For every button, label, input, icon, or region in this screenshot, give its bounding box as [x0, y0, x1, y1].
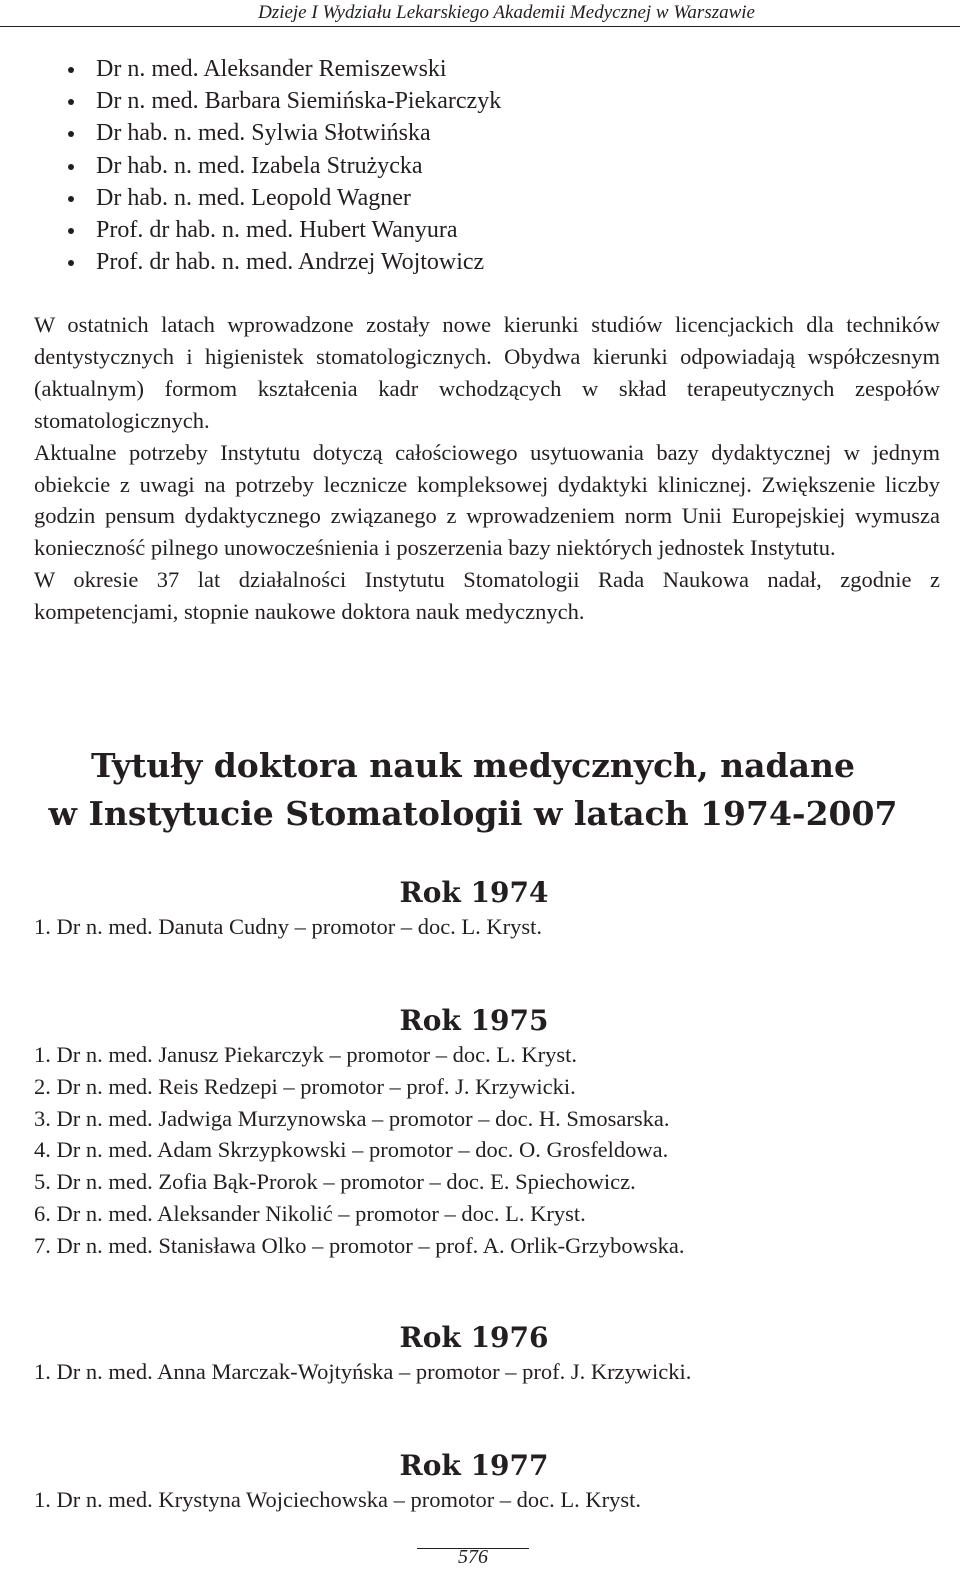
- list-item: 1. Dr n. med. Krystyna Wojciechowska – promotor – doc. L. Kryst.: [34, 1487, 642, 1512]
- bullet-icon: [68, 164, 74, 170]
- list-item: 4. Dr n. med. Adam Skrzypkowski – promotor – doc. O. Grosfeldowa.: [34, 1137, 669, 1163]
- list-item: 6. Dr n. med. Aleksander Nikolić – promotor – doc. L. Kryst.: [34, 1200, 586, 1226]
- paragraph: Aktualne potrzeby Instytutu dotyczą całościowego usytuowania bazy dydaktycznej w jednym obiekcie z uwagi na potrzeby lecznicze kompleksowej dydaktyki klinicznej. Zwiększenie liczby godzin pensum dydaktycznego związanego z wprowadzeniem norm Unii Europejskiej wymusza konieczność pilnego unowocześnienia i poszerzenia bazy niektórych jednostek Instytutu.: [34, 439, 940, 561]
- bullet-icon: [68, 67, 74, 73]
- section-title-line-2: w Instytucie Stomatologii w latach 1974-2007: [48, 794, 898, 833]
- bullet-icon: [68, 228, 74, 234]
- bullet-list: [68, 53, 501, 278]
- list-item: 2. Dr n. med. Reis Redzepi – promotor – prof. J. Krzywicki.: [34, 1073, 576, 1099]
- section-title: [0, 742, 946, 838]
- year-heading: Rok 1976: [399, 1321, 549, 1354]
- bullet-icon: [68, 99, 74, 105]
- section-title-line-1: Tytuły doktora nauk medycznych, nadane: [91, 746, 855, 785]
- bullet-icon: [68, 260, 74, 266]
- page-number: 576: [458, 1546, 488, 1568]
- year-section-1975: [34, 1003, 940, 1262]
- entry-list: [34, 1484, 940, 1516]
- year-section-1976: [34, 1320, 940, 1388]
- entry-list: [34, 1356, 940, 1388]
- list-item: Dr hab. n. med. Sylwia Słotwińska: [68, 117, 501, 149]
- paragraph: W okresie 37 lat działalności Instytutu Stomatologii Rada Naukowa nadał, zgodnie z kompetencjami, stopnie naukowe doktora nauk medycznych.: [34, 567, 940, 625]
- list-item: Prof. dr hab. n. med. Hubert Wanyura: [68, 214, 501, 246]
- list-item: Prof. dr hab. n. med. Andrzej Wojtowicz: [68, 246, 501, 278]
- running-title: Dzieje I Wydziału Lekarskiego Akademii Medycznej w Warszawie: [258, 2, 755, 23]
- entry-list: [34, 911, 940, 943]
- list-item: 1. Dr n. med. Danuta Cudny – promotor – doc. L. Kryst.: [34, 914, 543, 939]
- year-section-1977: [34, 1448, 940, 1516]
- bullet-icon: [68, 196, 74, 202]
- list-item: Dr n. med. Barbara Siemińska-Piekarczyk: [68, 85, 501, 117]
- list-item: 3. Dr n. med. Jadwiga Murzynowska – promotor – doc. H. Smosarska.: [34, 1105, 670, 1131]
- list-item: 7. Dr n. med. Stanisława Olko – promotor – prof. A. Orlik-Grzybowska.: [34, 1232, 685, 1258]
- running-header: [0, 0, 960, 27]
- list-item: Dr hab. n. med. Leopold Wagner: [68, 182, 501, 214]
- year-section-1974: [34, 875, 940, 943]
- list-item: Dr n. med. Aleksander Remiszewski: [68, 53, 501, 85]
- year-heading: Rok 1974: [399, 876, 549, 909]
- year-heading: Rok 1975: [399, 1004, 549, 1037]
- list-item: 1. Dr n. med. Janusz Piekarczyk – promotor – doc. L. Kryst.: [34, 1042, 578, 1067]
- body-text: [34, 309, 940, 628]
- paragraph: W ostatnich latach wprowadzone zostały nowe kierunki studiów licencjackich dla techników dentystycznych i higienistek stomatologicznych. Obydwa kierunki odpowiadają współczesnym (aktualnym) formom kształcenia kadr wchodzących w skład terapeutycznych zespołów stomatologicznych.: [34, 312, 940, 433]
- year-heading: Rok 1977: [399, 1449, 549, 1482]
- entry-list: [34, 1039, 940, 1262]
- bullet-icon: [68, 131, 74, 137]
- list-item: 1. Dr n. med. Anna Marczak-Wojtyńska – promotor – prof. J. Krzywicki.: [34, 1359, 692, 1384]
- list-item: Dr hab. n. med. Izabela Strużycka: [68, 150, 501, 182]
- list-item: 5. Dr n. med. Zofia Bąk-Prorok – promotor – doc. E. Spiechowicz.: [34, 1169, 636, 1195]
